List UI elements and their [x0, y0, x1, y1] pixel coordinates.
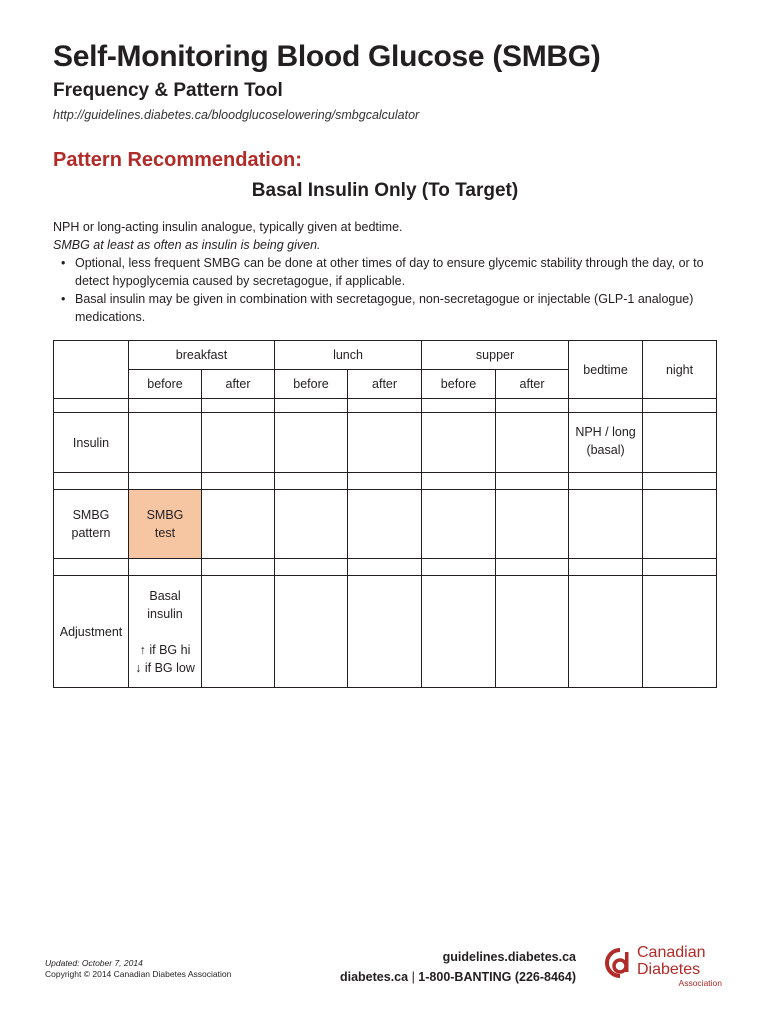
copyright-text: Copyright © 2014 Canadian Diabetes Association	[45, 969, 232, 979]
table-cell	[202, 413, 275, 473]
table-cell	[275, 576, 348, 688]
footer-meta	[45, 958, 231, 980]
table-cell	[569, 576, 643, 688]
table-cell	[643, 576, 717, 688]
spacer-cell	[496, 559, 569, 576]
spacer-cell	[129, 473, 202, 490]
separator: |	[411, 970, 415, 984]
table-cell	[569, 490, 643, 559]
cda-logo-wordmark	[637, 944, 722, 988]
table-cell	[348, 490, 422, 559]
spacer-cell	[348, 559, 422, 576]
footer-contact-line	[340, 967, 576, 987]
spacer-cell	[496, 399, 569, 413]
spacer-cell	[643, 559, 717, 576]
table-row-insulin	[54, 413, 717, 473]
meal-header-breakfast: breakfast	[129, 341, 275, 370]
table-cell	[422, 490, 496, 559]
smbg-test-cell	[129, 490, 202, 559]
insulin-bedtime-line: NPH / long	[575, 425, 636, 439]
table-row-adjustment	[54, 576, 717, 688]
spacer-cell	[54, 473, 129, 490]
spacer-cell	[129, 399, 202, 413]
adjustment-line	[131, 623, 199, 641]
spacer-cell	[643, 473, 717, 490]
spacer-cell	[54, 559, 129, 576]
insulin-bedtime-cell	[569, 413, 643, 473]
document-title: Self-Monitoring Blood Glucose (SMBG)	[53, 40, 601, 73]
row-label-smbg-pattern	[54, 490, 129, 559]
meal-header-lunch: lunch	[275, 341, 422, 370]
pattern-heading: Pattern Recommendation:	[53, 149, 302, 171]
row-label-line: SMBG	[72, 508, 110, 522]
description-block	[53, 218, 733, 326]
logo-word-diabetes: Diabetes	[637, 961, 701, 978]
adjustment-line: insulin	[147, 606, 183, 621]
spacer-cell	[643, 399, 717, 413]
document-subtitle: Frequency & Pattern Tool	[53, 80, 283, 101]
row-label-adjustment: Adjustment	[54, 576, 129, 688]
subheader-after: after	[202, 370, 275, 399]
table-cell	[275, 490, 348, 559]
spacer-cell	[569, 473, 643, 490]
subheader-before: before	[129, 370, 202, 399]
spacer-cell	[569, 559, 643, 576]
smbg-pattern-table	[53, 340, 717, 688]
description-bullets	[61, 254, 733, 326]
bullet-item: • Basal insulin may be given in combination with secretagogue, non-secretagogue or injectable (GLP-1 analogue) medications.	[61, 290, 733, 326]
adjustment-line: ↓ if BG low	[135, 660, 195, 675]
smbg-test-line: test	[154, 526, 176, 540]
table-cell	[202, 576, 275, 688]
subheader-after: after	[348, 370, 422, 399]
adjustment-cell	[129, 576, 202, 688]
spacer-cell	[348, 399, 422, 413]
spacer-cell	[129, 559, 202, 576]
table-cell	[348, 576, 422, 688]
table-cell	[422, 576, 496, 688]
row-label-insulin: Insulin	[54, 413, 129, 473]
spacer-cell	[275, 399, 348, 413]
spacer-cell	[275, 559, 348, 576]
spacer-cell	[202, 399, 275, 413]
table-cell	[129, 413, 202, 473]
spacer-cell	[496, 473, 569, 490]
table-corner-cell	[54, 341, 129, 399]
table-spacer-row	[54, 559, 717, 576]
spacer-cell	[569, 399, 643, 413]
description-line: NPH or long-acting insulin analogue, typically given at bedtime.	[53, 220, 403, 234]
bullet-item: • Optional, less frequent SMBG can be done at other times of day to ensure glycemic stability through the day, or to detect hypoglycemia caused by secretagogue, if applicable.	[61, 254, 733, 290]
logo-word-canadian: Canadian	[637, 944, 706, 961]
table-cell	[496, 490, 569, 559]
table-cell	[643, 413, 717, 473]
table-cell	[348, 413, 422, 473]
adjustment-line: ↑ if BG hi	[139, 642, 191, 657]
phone-number[interactable]: 1-800-BANTING (226-8464)	[418, 970, 576, 984]
spacer-cell	[348, 473, 422, 490]
description-line-italic: SMBG at least as often as insulin is being given.	[53, 238, 321, 252]
insulin-bedtime-line: (basal)	[586, 443, 625, 457]
table-row-smbg	[54, 490, 717, 559]
spacer-cell	[202, 473, 275, 490]
diabetes-link[interactable]: diabetes.ca	[339, 970, 409, 984]
row-label-line: pattern	[71, 526, 111, 540]
logo-word-association: Association	[678, 978, 722, 988]
table-cell	[202, 490, 275, 559]
table-spacer-row	[54, 399, 717, 413]
subheader-after: after	[496, 370, 569, 399]
updated-date: Updated: October 7, 2014	[45, 958, 143, 968]
spacer-cell	[422, 399, 496, 413]
pattern-name: Basal Insulin Only (To Target)	[251, 180, 519, 201]
cda-logo	[604, 944, 724, 990]
cda-logo-icon	[604, 946, 634, 980]
table-cell	[643, 490, 717, 559]
spacer-cell	[422, 559, 496, 576]
table-cell	[496, 576, 569, 688]
footer-contact	[340, 947, 576, 987]
adjustment-line: Basal	[149, 588, 181, 603]
smbg-test-line: SMBG	[146, 508, 184, 522]
table-cell	[275, 413, 348, 473]
spacer-cell	[422, 473, 496, 490]
meal-header-supper: supper	[422, 341, 569, 370]
header-bedtime: bedtime	[569, 341, 643, 399]
table-cell	[422, 413, 496, 473]
table-spacer-row	[54, 473, 717, 490]
table-cell	[496, 413, 569, 473]
header-night: night	[643, 341, 717, 399]
spacer-cell	[275, 473, 348, 490]
guidelines-url[interactable]: http://guidelines.diabetes.ca/bloodglucoselowering/smbgcalculator	[53, 108, 420, 122]
spacer-cell	[202, 559, 275, 576]
subheader-before: before	[275, 370, 348, 399]
table-row	[54, 341, 717, 370]
subheader-before: before	[422, 370, 496, 399]
spacer-cell	[54, 399, 129, 413]
guidelines-link[interactable]: guidelines.diabetes.ca	[442, 950, 576, 964]
